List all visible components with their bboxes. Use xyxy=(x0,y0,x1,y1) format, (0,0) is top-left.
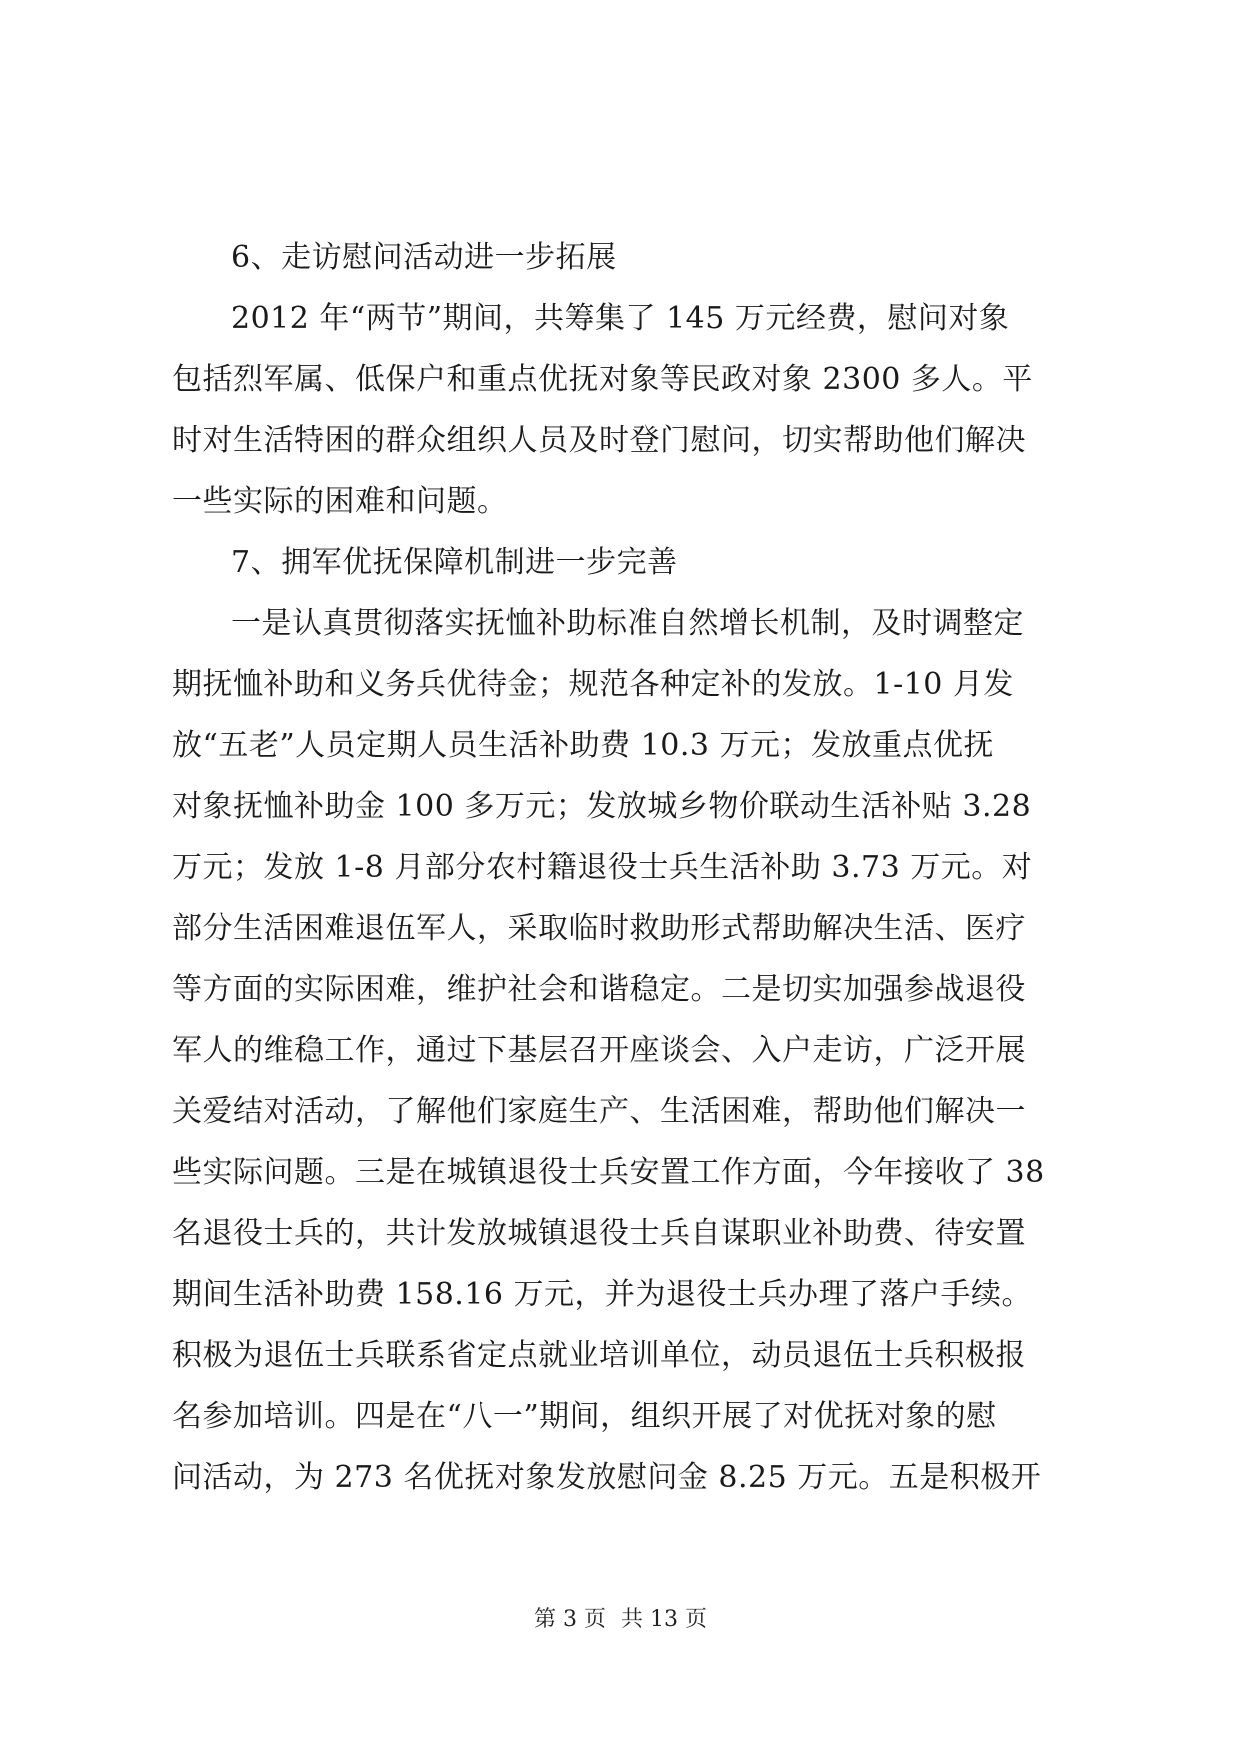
paragraph-line: 2012 年“两节”期间，共筹集了 145 万元经费，慰问对象 xyxy=(231,301,1010,336)
paragraph-line: 名退役士兵的，共计发放城镇退役士兵自谋职业补助费、待安置 xyxy=(172,1216,1026,1251)
paragraph-line: 一是认真贯彻落实抚恤补助标准自然增长机制，及时调整定 xyxy=(231,606,1024,641)
paragraph-line: 放“五老”人员定期人员生活补助费 10.3 万元；发放重点优抚 xyxy=(172,728,995,763)
paragraph-line: 些实际问题。三是在城镇退役士兵安置工作方面，今年接收了 38 xyxy=(172,1155,1045,1190)
paragraph-line: 一些实际的困难和问题。 xyxy=(172,484,508,519)
page-total: 共 13 页 xyxy=(621,1607,707,1632)
paragraph-line: 期抚恤补助和义务兵优待金；规范各种定补的发放。1-10 月发 xyxy=(172,667,1014,702)
paragraph-line: 等方面的实际困难，维护社会和谐稳定。二是切实加强参战退役 xyxy=(172,972,1026,1007)
paragraph-line: 军人的维稳工作，通过下基层召开座谈会、入户走访，广泛开展 xyxy=(172,1033,1026,1068)
paragraph-line: 关爱结对活动，了解他们家庭生产、生活困难，帮助他们解决一 xyxy=(172,1094,1026,1129)
section-heading-6: 6、走访慰问活动进一步拓展 xyxy=(231,240,617,275)
page-footer xyxy=(0,1605,1241,1635)
paragraph-line: 名参加培训。四是在“八一”期间，组织开展了对优抚对象的慰 xyxy=(172,1399,997,1434)
section-heading-7: 7、拥军优抚保障机制进一步完善 xyxy=(231,545,678,580)
page-number: 第 3 页 xyxy=(534,1607,606,1632)
paragraph-line: 部分生活困难退伍军人，采取临时救助形式帮助解决生活、医疗 xyxy=(172,911,1026,946)
paragraph-line: 问活动，为 273 名优抚对象发放慰问金 8.25 万元。五是积极开 xyxy=(172,1460,1042,1495)
paragraph-line: 对象抚恤补助金 100 多万元；发放城乡物价联动生活补贴 3.28 xyxy=(172,789,1032,824)
paragraph-line: 时对生活特困的群众组织人员及时登门慰问，切实帮助他们解决 xyxy=(172,423,1026,458)
paragraph-line: 包括烈军属、低保户和重点优抚对象等民政对象 2300 多人。平 xyxy=(172,362,1033,397)
document-body xyxy=(172,227,1077,1508)
paragraph-line: 期间生活补助费 158.16 万元，并为退役士兵办理了落户手续。 xyxy=(172,1277,1033,1312)
paragraph-line: 万元；发放 1-8 月部分农村籍退役士兵生活补助 3.73 万元。对 xyxy=(172,850,1033,885)
paragraph-line: 积极为退伍士兵联系省定点就业培训单位，动员退伍士兵积极报 xyxy=(172,1338,1026,1373)
